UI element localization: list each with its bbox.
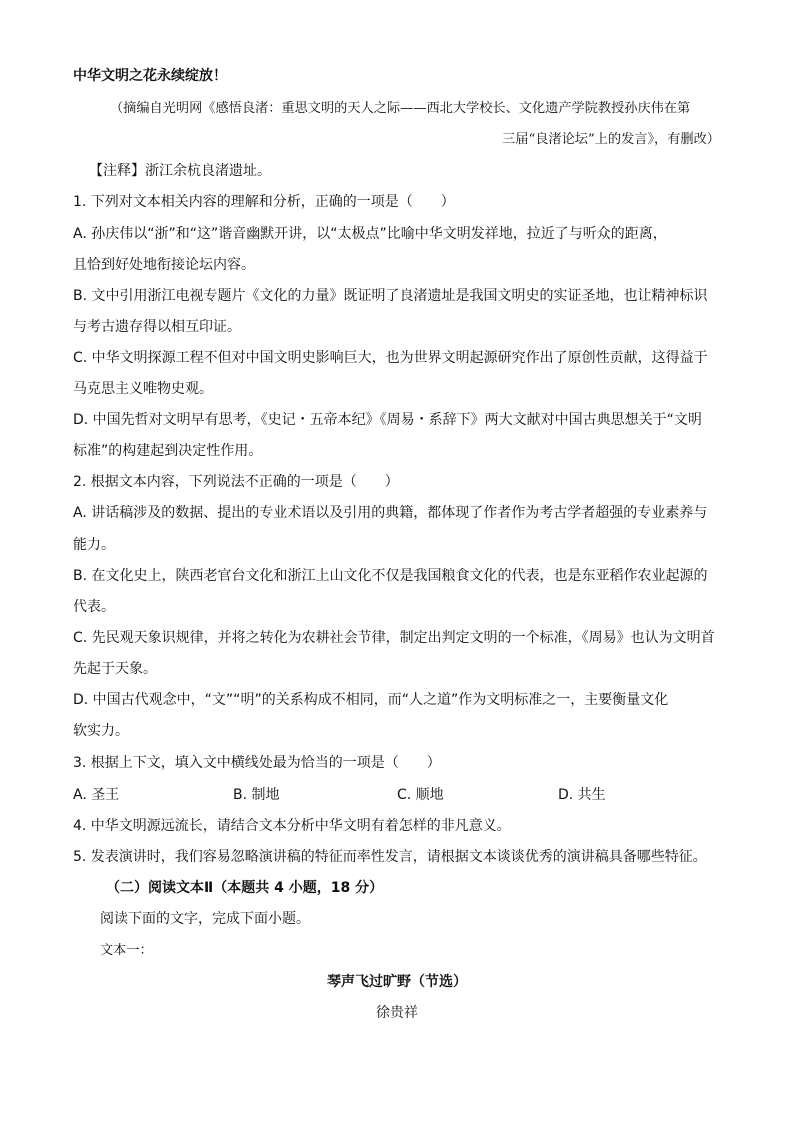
question-2-option-c-cont: 先起于天象。 — [73, 661, 157, 677]
question-3-stem: 3. 根据上下文，填入文中横线处最为恰当的一项是（ ） — [73, 755, 441, 771]
question-1-option-b-cont: 与考古遗存得以相互印证。 — [73, 319, 241, 335]
question-4-stem: 4. 中华文明源远流长，请结合文本分析中华文明有着怎样的非凡意义。 — [73, 818, 511, 834]
question-5-stem: 5. 发表演讲时，我们容易忽略演讲稿的特征而率性发言，请根据文本谈谈优秀的演讲稿具备哪些特征。 — [73, 849, 707, 865]
question-3-option-d: D. 共生 — [558, 787, 606, 803]
question-1-option-a-cont: 且恰到好处地衔接论坛内容。 — [73, 257, 255, 273]
question-1-option-c-cont: 马克思主义唯物史观。 — [73, 381, 213, 397]
passage-author: 徐贵祥 — [376, 1005, 418, 1021]
question-2-option-a: A. 讲话稿涉及的数据、提出的专业术语以及引用的典籍，都体现了作者作为考古学者超强的专业素养与 — [73, 505, 708, 521]
question-1-option-a: A. 孙庆伟以“浙”和“这”谐音幽默开讲，以“太极点”比喻中华文明发祥地，拉近了与听众的距离， — [73, 226, 667, 242]
source-citation-line-2: 三届“良渚论坛”上的发言》，有删改） — [502, 132, 720, 147]
text-one-label: 文本一： — [100, 943, 153, 958]
question-2-option-a-cont: 能力。 — [73, 537, 115, 553]
question-1-option-d: D. 中国先哲对文明早有思考，《史记・五帝本纪》《周易・系辞下》两大文献对中国古典思想关于“文明 — [73, 412, 702, 428]
section-2-heading: （二）阅读文本Ⅱ（本题共 4 小题，18 分） — [106, 880, 384, 896]
source-citation-line-1: （摘编自光明网《感悟良渚：重思文明的天人之际——西北大学校长、文化遗产学院教授孙庆伟在第 — [110, 101, 691, 116]
question-1-stem: 1. 下列对文本相关内容的理解和分析，正确的一项是（ ） — [73, 194, 455, 210]
question-1-option-d-cont: 标准”的构建起到决定性作用。 — [73, 443, 263, 459]
section-2-instruction: 阅读下面的文字，完成下面小题。 — [100, 911, 310, 927]
question-2-option-b-cont: 代表。 — [73, 599, 115, 615]
question-2-stem: 2. 根据文本内容，下列说法不正确的一项是（ ） — [73, 474, 399, 490]
question-1-option-c: C. 中华文明探源工程不但对中国文明史影响巨大，也为世界文明起源研究作出了原创性贡献，这得益于 — [73, 350, 708, 366]
question-2-option-b: B. 在文化史上，陕西老官台文化和浙江上山文化不仅是我国粮食文化的代表，也是东亚稻作农业起源的 — [73, 568, 708, 584]
question-2-option-d-cont: 软实力。 — [73, 723, 129, 739]
question-3-option-b: B. 制地 — [233, 787, 280, 803]
passage-closing-line: 中华文明之花永续绽放！ — [73, 68, 227, 84]
question-2-option-d: D. 中国古代观念中，“文”“明”的关系构成不相同，而“人之道”作为文明标准之一，主要衡量文化 — [73, 692, 669, 708]
passage-title: 琴声飞过旷野（节选） — [327, 974, 467, 990]
annotation-note: 【注释】浙江余杭良渚遗址。 — [89, 163, 271, 179]
question-1-option-b: B. 文中引用浙江电视专题片《文化的力量》既证明了良渚遗址是我国文明史的实证圣地，也让精神标识 — [73, 288, 708, 304]
question-2-option-c: C. 先民观天象识规律，并将之转化为农耕社会节律，制定出判定文明的一个标准，《周易》也认为文明首 — [73, 630, 715, 646]
question-3-option-a: A. 圣王 — [73, 787, 120, 803]
question-3-options — [73, 786, 723, 804]
question-3-option-c: C. 顺地 — [397, 787, 444, 803]
